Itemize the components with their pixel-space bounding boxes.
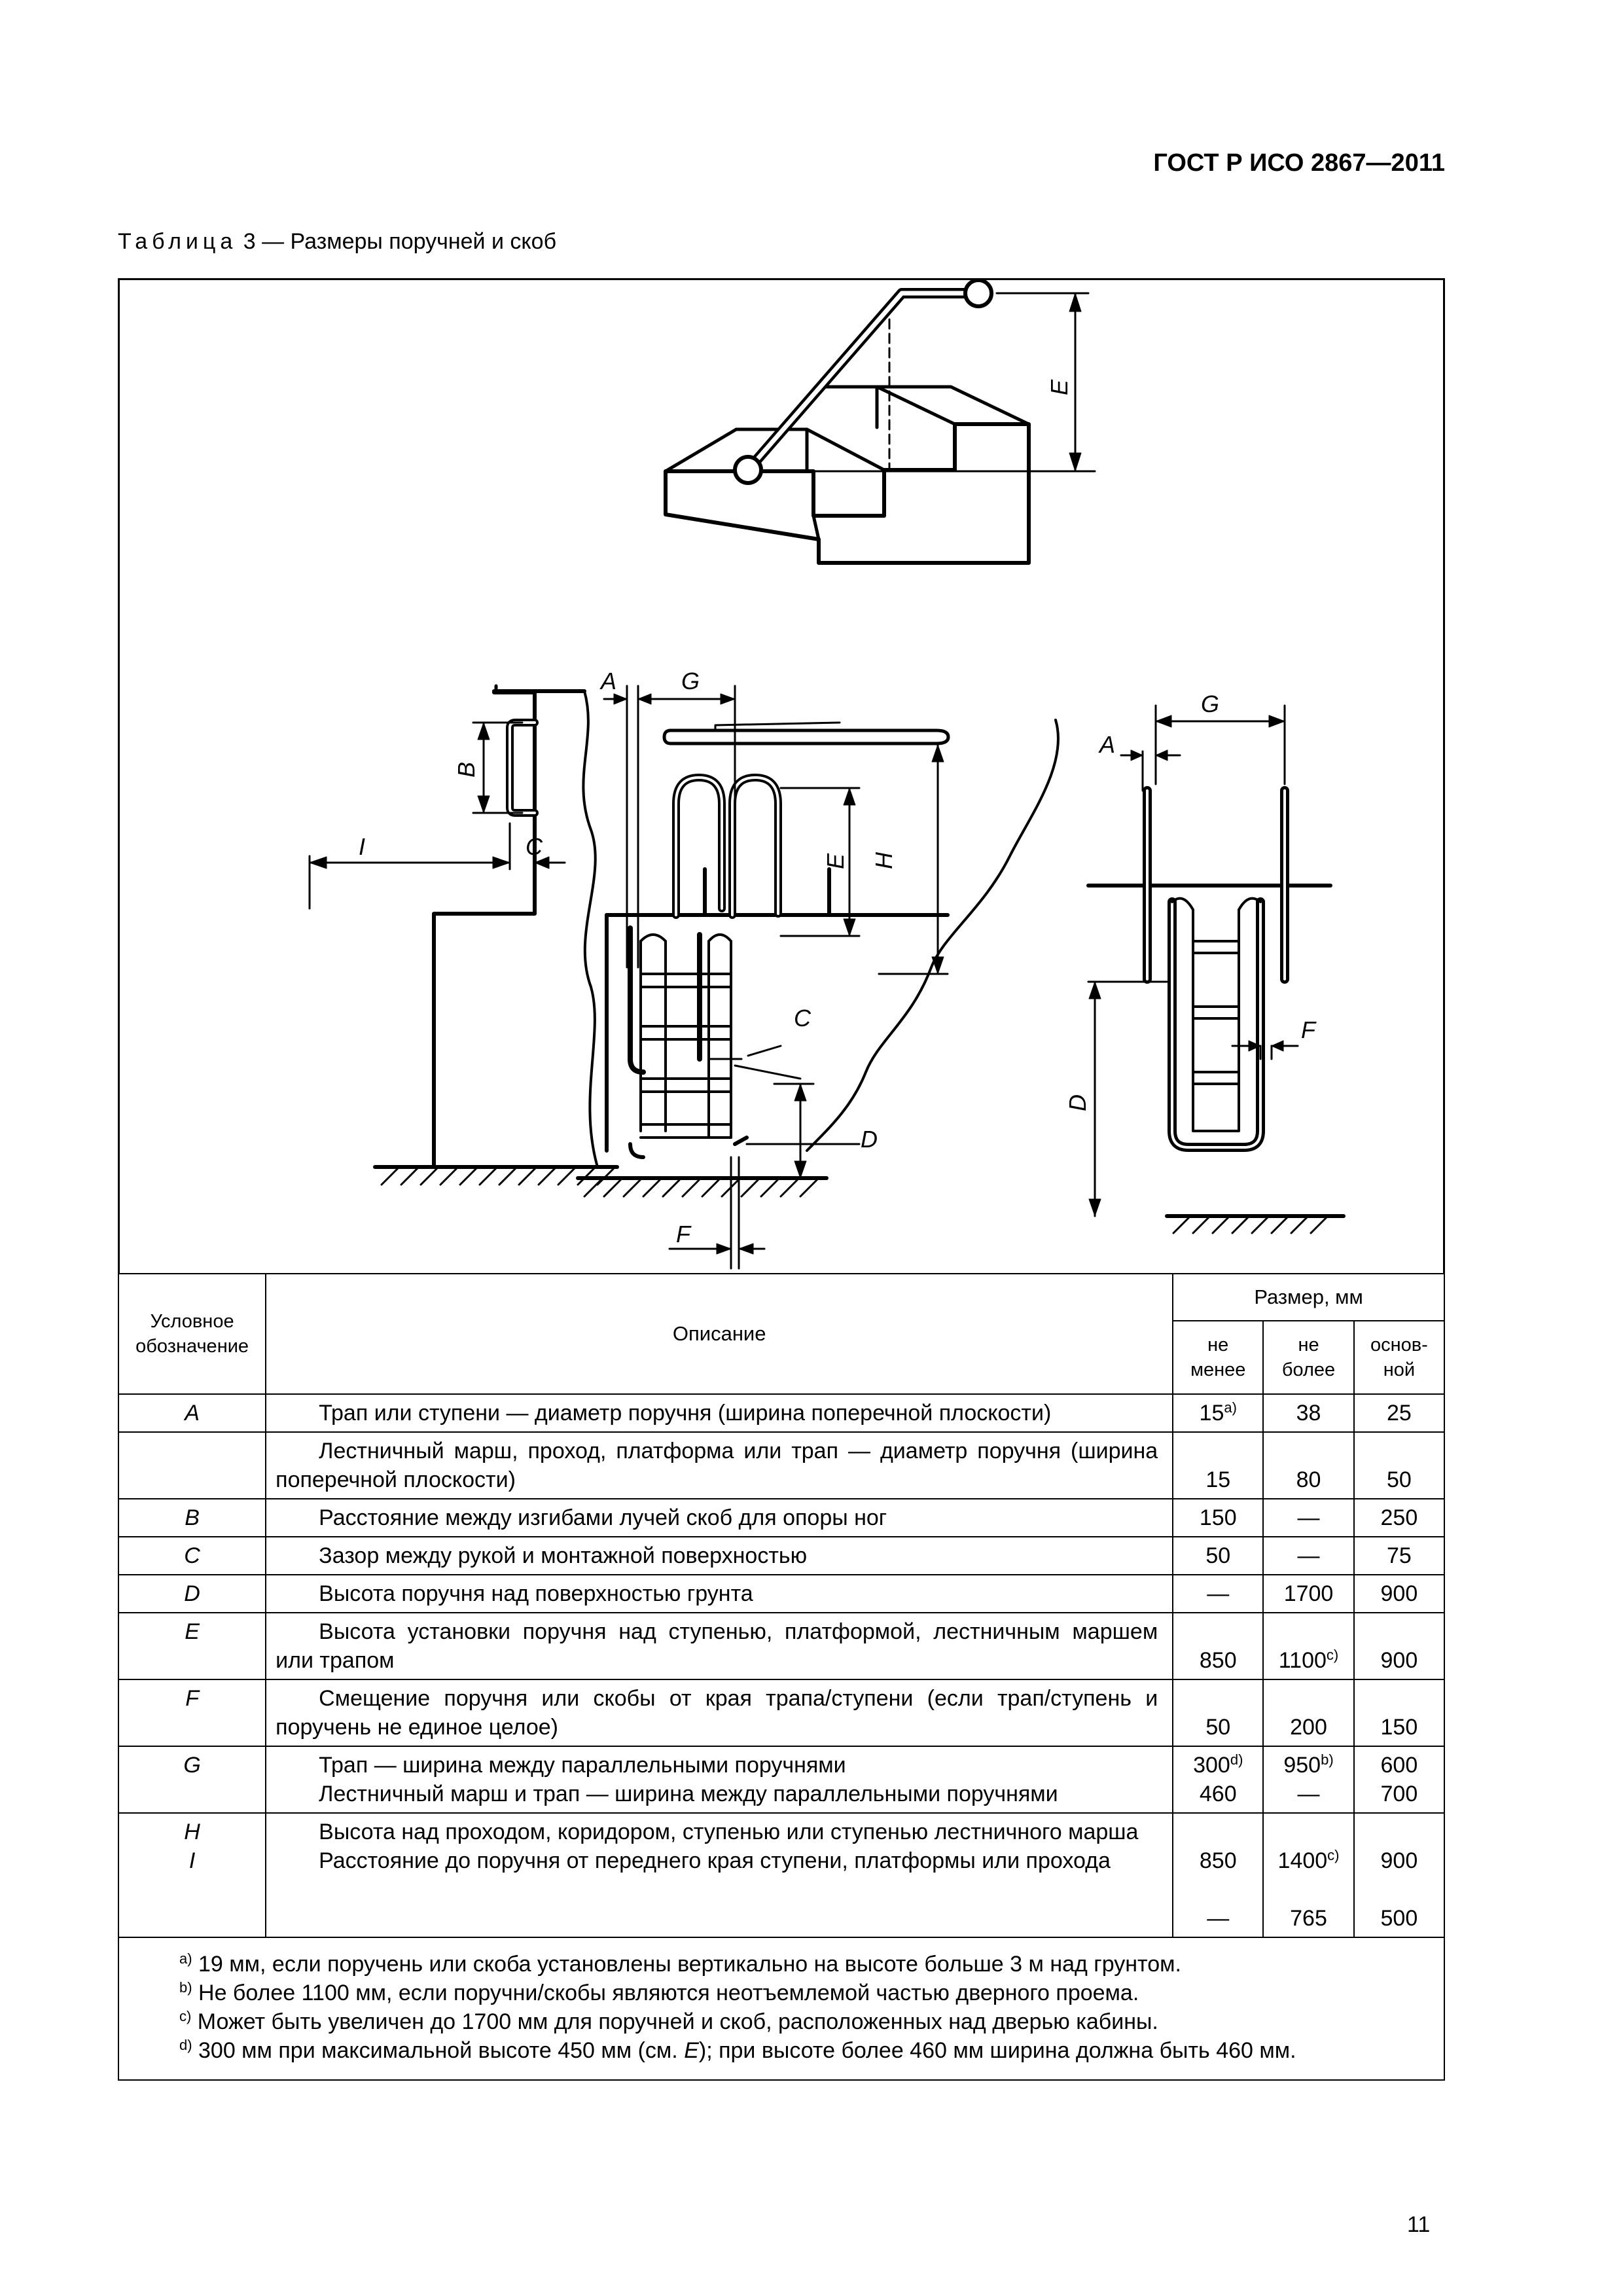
label-A-right: A <box>1099 731 1116 758</box>
header-description: Описание <box>266 1274 1173 1394</box>
row-max: 1100$^{c)}$ <box>1263 1613 1353 1679</box>
document-header: ГОСТ Р ИСО 2867—2011 <box>1153 149 1445 177</box>
label-D-middle: D <box>861 1126 878 1153</box>
label-C-middle: C <box>794 1005 811 1031</box>
table-row <box>118 1499 1444 1537</box>
table-row <box>118 1613 1444 1679</box>
row-max: — <box>1263 1537 1353 1575</box>
row-description: Лестничный марш, проход, платформа или трап — диаметр поручня (ширина поперечной плоскости) <box>266 1432 1173 1499</box>
dimensions-table <box>118 1273 1445 2081</box>
row-code: A <box>118 1394 266 1432</box>
row-max: 1400$^{c)}$ 765 <box>1263 1813 1353 1937</box>
label-I: I <box>359 833 366 860</box>
row-description: Зазор между рукой и монтажной поверхностью <box>266 1537 1173 1575</box>
row-min: 50 <box>1173 1679 1263 1746</box>
row-description: Расстояние между изгибами лучей скоб для опоры ног <box>266 1499 1173 1537</box>
label-B: B <box>453 761 480 778</box>
header-size: Размер, мм <box>1173 1274 1444 1321</box>
ladder-front-view-drawing <box>1088 706 1344 1233</box>
row-nominal: 150 <box>1354 1679 1444 1746</box>
row-description: Трап или ступени — диаметр поручня (ширина поперечной плоскости) <box>266 1394 1173 1432</box>
row-nominal: 600 700 <box>1354 1746 1444 1813</box>
row-code <box>118 1432 266 1499</box>
table-row <box>118 1813 1444 1937</box>
row-nominal: 75 <box>1354 1537 1444 1575</box>
row-max: 1700 <box>1263 1575 1353 1613</box>
row-nominal: 900 <box>1354 1575 1444 1613</box>
row-max: 80 <box>1263 1432 1353 1499</box>
label-E-top: E <box>1046 379 1073 395</box>
label-G-right: G <box>1201 691 1220 717</box>
row-code: F <box>118 1679 266 1746</box>
table-footnotes <box>118 1937 1444 2080</box>
footnote-c: $^{c)}$ Может быть увеличен до 1700 мм для поручней и скоб, расположенных над дверью кабины. <box>179 2008 1158 2034</box>
caption-prefix: Таблица <box>118 229 238 254</box>
label-A-middle: A <box>601 668 617 694</box>
row-min: 15 <box>1173 1432 1263 1499</box>
label-H: H <box>870 852 897 869</box>
row-code: G <box>118 1746 266 1813</box>
row-code: H I <box>118 1813 266 1937</box>
row-code: E <box>118 1613 266 1679</box>
page-number: 11 <box>1407 2212 1431 2237</box>
row-max: 38 <box>1263 1394 1353 1432</box>
table-row <box>118 1537 1444 1575</box>
row-description: Высота установки поручня над ступенью, платформой, лестничным маршем или трапом <box>266 1613 1173 1679</box>
footnote-b: $^{b)}$ Не более 1100 мм, если поручни/скобы являются неотъемлемой частью дверного проема. <box>179 1979 1139 2005</box>
row-code: C <box>118 1537 266 1575</box>
row-nominal: 900 <box>1354 1613 1444 1679</box>
label-G-middle: G <box>681 668 700 694</box>
header-code: Условное обозначение <box>118 1274 266 1394</box>
row-code: B <box>118 1499 266 1537</box>
row-description: Высота поручня над поверхностью грунта <box>266 1575 1173 1613</box>
row-nominal: 900 500 <box>1354 1813 1444 1937</box>
label-F-right: F <box>1301 1016 1315 1043</box>
wall-handhold-drawing <box>310 686 617 1185</box>
caption-text: 3 — Размеры поручней и скоб <box>237 229 557 254</box>
table-row <box>118 1679 1444 1746</box>
row-min: 15$^{a)}$ <box>1173 1394 1263 1432</box>
row-code: D <box>118 1575 266 1613</box>
row-min: — <box>1173 1575 1263 1613</box>
row-max: 950$^{b)}$ — <box>1263 1746 1353 1813</box>
row-description: Трап — ширина между параллельными поручнями Лестничный марш и трап — ширина между параллельными поручнями <box>266 1746 1173 1813</box>
row-description: Смещение поручня или скобы от края трапа/ступени (если трап/ступень и поручень не единое целое) <box>266 1679 1173 1746</box>
row-max: 200 <box>1263 1679 1353 1746</box>
row-nominal: 50 <box>1354 1432 1444 1499</box>
table-row <box>118 1432 1444 1499</box>
row-min: 850 — <box>1173 1813 1263 1937</box>
label-D-right: D <box>1064 1094 1091 1111</box>
figure-panel <box>118 278 1445 1273</box>
table-caption <box>118 229 556 255</box>
footnote-d: $^{d)}$ 300 мм при максимальной высоте 450 мм (см. E); при высоте более 460 мм ширина должна быть 460 мм. <box>179 2037 1296 2063</box>
header-nominal: основ- ной <box>1354 1321 1444 1394</box>
row-description: Высота над проходом, коридором, ступенью или ступенью лестничного марша Расстояние до поручня от переднего края ступени, платформы или прохода <box>266 1813 1173 1937</box>
table-row <box>118 1575 1444 1613</box>
row-nominal: 25 <box>1354 1394 1444 1432</box>
row-min: 150 <box>1173 1499 1263 1537</box>
handrail-dimensions-figure <box>120 280 1447 1275</box>
footnote-a: $^{a)}$ 19 мм, если поручень или скоба установлены вертикально на высоте больше 3 м над грунтом. <box>179 1950 1181 1977</box>
ladder-drawing <box>578 686 1058 1268</box>
row-min: 50 <box>1173 1537 1263 1575</box>
label-C-left: C <box>526 833 543 860</box>
header-max: не более <box>1263 1321 1353 1394</box>
label-F-middle: F <box>676 1221 690 1247</box>
row-nominal: 250 <box>1354 1499 1444 1537</box>
staircase-drawing <box>666 280 1095 563</box>
header-min: не менее <box>1173 1321 1263 1394</box>
table-row <box>118 1746 1444 1813</box>
row-max: — <box>1263 1499 1353 1537</box>
row-min: 850 <box>1173 1613 1263 1679</box>
label-E-middle: E <box>822 853 849 869</box>
table-row <box>118 1394 1444 1432</box>
row-min: 300$^{d)}$ 460 <box>1173 1746 1263 1813</box>
footnotes-row <box>118 1937 1444 2080</box>
